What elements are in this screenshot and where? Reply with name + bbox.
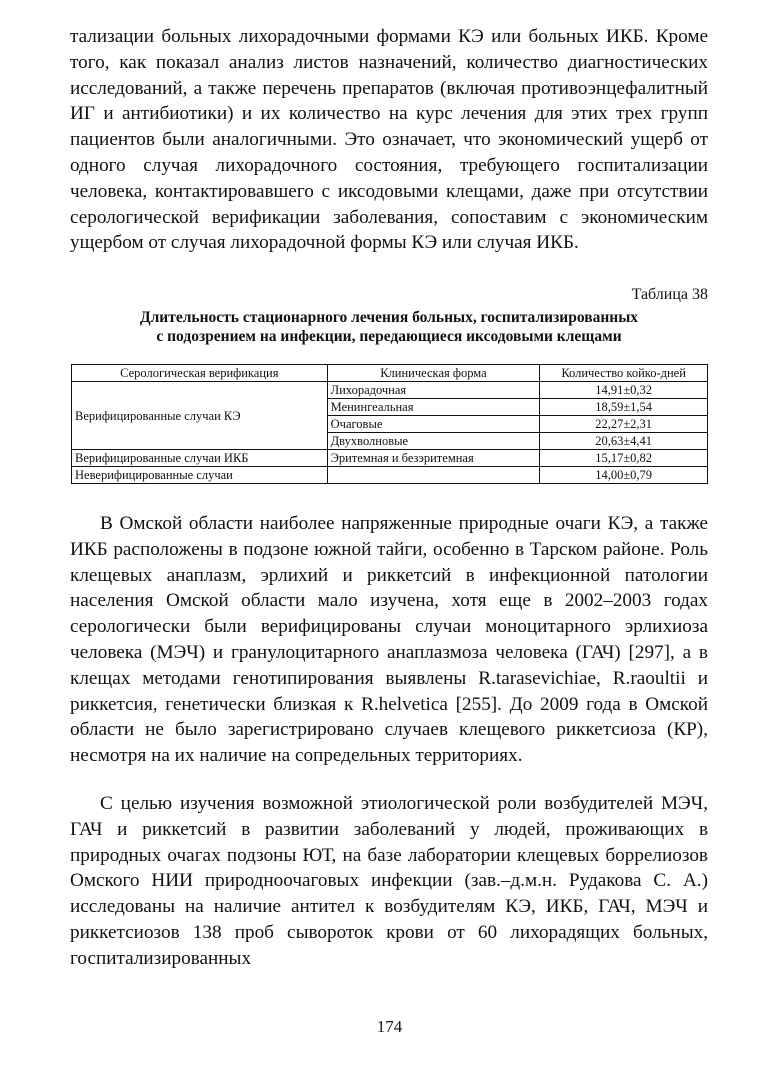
form-cell: Эритемная и безэритемная — [327, 450, 540, 467]
table-number: Таблица 38 — [631, 286, 708, 303]
group-cell-ke: Верифицированные случаи КЭ — [72, 382, 328, 450]
paragraph-3: С целью изучения возможной этиологической роли возбудителей МЭЧ, ГАЧ и риккетсий в развитии заболеваний у людей, проживающих в природных очагах подзоны ЮТ, на базе лаборатории клещевых боррелиозов Омского НИИ природноочаговых инфекции (зав.–д.м.н. Рудакова С. А.) исследованы на наличие антител к возбудителям КЭ, ИКБ, ГАЧ, МЭЧ и риккетсиозов 138 проб сывороток крови от 60 лихорадящих больных, госпитализированных — [70, 793, 708, 969]
group-cell-ikb: Верифицированные случаи ИКБ — [72, 450, 328, 467]
header-cell: Количество койко-дней — [540, 365, 708, 382]
page-number: 174 — [376, 1017, 403, 1036]
table-title — [70, 308, 708, 346]
paragraph-2: В Омской области наиболее напряженные природные очаги КЭ, а также ИКБ расположены в подзоне южной тайги, особенно в Тарском районе. Роль клещевых анаплазм, эрлихий и риккетсий в инфекционной патологии населения Омской области мало изучена, хотя еще в 2002–2003 годах серологически были верифицированы случаи моноцитарного эрлихиоза человека (МЭЧ) и гранулоцитарного анаплазмоза человека (ГАЧ) [297], а в клещах методами генотипирования выявлены R.tarasevichiae, R.raoultii и риккетсия, генетически близкая к R.helvetica [255]. До 2009 года в Омской области не было зарегистрировано случаев клещевого риккетсиоза (КР), несмотря на их наличие на сопредельных территориях. — [70, 513, 708, 767]
header-cell: Клиническая форма — [327, 365, 540, 382]
days-cell: 18,59±1,54 — [540, 399, 708, 416]
data-table — [71, 364, 708, 484]
days-cell: 14,00±0,79 — [540, 467, 708, 484]
form-cell: Двухволновые — [327, 433, 540, 450]
paragraph-1: тализации больных лихорадочными формами КЭ или больных ИКБ. Кроме того, как показал анализ листов назначений, количество диагностических исследований, а также перечень препаратов (включая противоэнцефалитный ИГ и антибиотики) и их количество на курс лечения для этих трех групп пациентов были аналогичными. Это означает, что экономический ущерб от одного случая лихорадочного состояния, требующего госпитализации человека, контактировавшего с иксодовыми клещами, даже при отсутствии серологической верификации заболевания, сопоставим с экономическим ущербом от случая лихорадочной формы КЭ или случая ИКБ. — [70, 26, 708, 254]
form-cell: Лихорадочная — [327, 382, 540, 399]
table-row — [72, 467, 708, 484]
header-cell: Серологическая верификация — [72, 365, 328, 382]
form-cell: Менингеальная — [327, 399, 540, 416]
group-cell-unverified: Неверифицированные случаи — [72, 467, 328, 484]
table-title-line-2: с подозрением на инфекции, передающиеся иксодовыми клещами — [156, 328, 622, 345]
days-cell: 22,27±2,31 — [540, 416, 708, 433]
days-cell: 14,91±0,32 — [540, 382, 708, 399]
table-row — [72, 450, 708, 467]
days-cell: 15,17±0,82 — [540, 450, 708, 467]
form-cell — [327, 467, 540, 484]
table-title-line-1: Длительность стационарного лечения больных, госпитализированных — [139, 309, 639, 326]
table-row — [72, 382, 708, 399]
table-header-row — [72, 365, 708, 382]
days-cell: 20,63±4,41 — [540, 433, 708, 450]
form-cell: Очаговые — [327, 416, 540, 433]
